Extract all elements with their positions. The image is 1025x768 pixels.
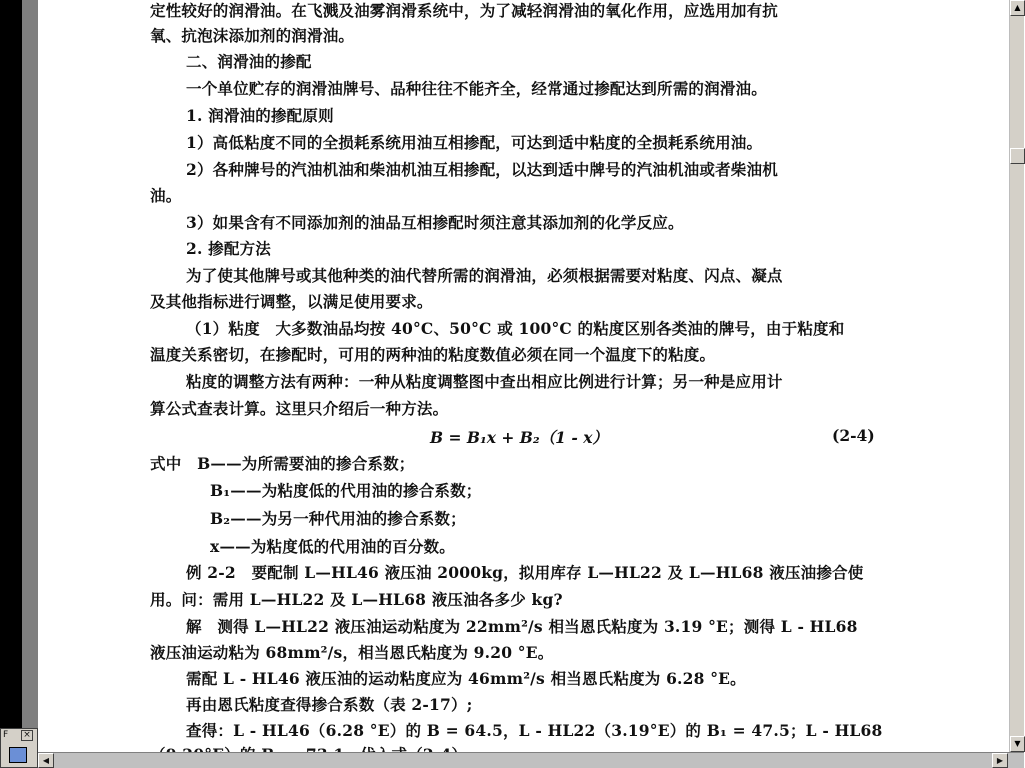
text-line: x——为粘度低的代用油的百分数。 xyxy=(210,537,455,556)
text-line: B₁——为粘度低的代用油的掺合系数； xyxy=(210,481,482,500)
text-line: 粘度的调整方法有两种：一种从粘度调整图中查出相应比例进行计算；另一种是应用计 xyxy=(186,372,783,391)
text-line: 查得：L - HL46（6.28 °E）的 B = 64.5，L - HL22（3.19°E）的 B₁ = 47.5；L - HL68 xyxy=(186,721,883,740)
text-line: 1）高低粘度不同的全损耗系统用油互相掺配，可达到适中粘度的全损耗系统用油。 xyxy=(186,133,763,152)
text-line: 为了使其他牌号或其他种类的油代替所需的润滑油，必须根据需要对粘度、闪点、凝点 xyxy=(186,266,783,285)
text-line: 解 测得 L—HL22 液压油运动粘度为 22mm²/s 相当恩氏粘度为 3.19 °E；测得 L - HL68 xyxy=(186,617,858,636)
text-line: 需配 L - HL46 液压油的运动粘度应为 46mm²/s 相当恩氏粘度为 6.28 °E。 xyxy=(186,669,746,688)
vertical-scrollbar[interactable] xyxy=(1009,0,1024,752)
text-line: 液压油运动粘为 68mm²/s，相当恩氏粘度为 9.20 °E。 xyxy=(150,643,554,662)
text-line: 算公式查表计算。这里只介绍后一种方法。 xyxy=(150,399,449,418)
mini-window-label: F xyxy=(3,730,9,740)
mini-window-close-button[interactable]: × xyxy=(21,730,33,741)
text-line: 一个单位贮存的润滑油牌号、品种往往不能齐全，经常通过掺配达到所需的润滑油。 xyxy=(186,79,767,98)
text-line: 氧、抗泡沫添加剂的润滑油。 xyxy=(150,26,355,45)
formula: B = B₁x + B₂（1 - x） xyxy=(430,428,608,447)
text-line: 温度关系密切，在掺配时，可用的两种油的粘度数值必须在同一个温度下的粘度。 xyxy=(150,345,716,364)
text-line: 3）如果含有不同添加剂的油品互相掺配时须注意其添加剂的化学反应。 xyxy=(186,213,684,232)
text-line: 油。 xyxy=(150,186,182,205)
mini-window[interactable] xyxy=(0,728,38,768)
left-black-strip xyxy=(0,0,22,768)
scroll-right-button[interactable]: ▶ xyxy=(992,753,1008,768)
text-line: 2）各种牌号的汽油机油和柴油机油互相掺配，以达到适中牌号的汽油机油或者柴油机 xyxy=(186,160,778,179)
text-line: 式中 B——为所需要油的掺合系数； xyxy=(150,454,415,473)
mini-window-titlebar xyxy=(1,729,37,743)
subheading: 1. 润滑油的掺配原则 xyxy=(186,106,334,125)
subheading: 2. 掺配方法 xyxy=(186,239,271,258)
app-icon[interactable] xyxy=(9,747,27,763)
text-line: 定性较好的润滑油。在飞溅及油雾润滑系统中，为了减轻润滑油的氧化作用，应选用加有抗 xyxy=(150,1,779,20)
scroll-down-button[interactable]: ▼ xyxy=(1010,736,1025,752)
text-line: 再由恩氏粘度查得掺合系数（表 2-17）; xyxy=(186,695,473,714)
scroll-left-button[interactable]: ◀ xyxy=(38,753,54,768)
left-gray-strip xyxy=(22,0,38,728)
section-heading: 二、润滑油的掺配 xyxy=(186,52,312,71)
example-heading: 例 2-2 要配制 L—HL46 液压油 2000kg，拟用库存 L—HL22 及 L—HL68 液压油掺合使 xyxy=(186,563,864,582)
text-line: （1）粘度 大多数油品均按 40°C、50°C 或 100°C 的粘度区别各类油的牌号，由于粘度和 xyxy=(186,319,845,338)
scroll-up-button[interactable]: ▲ xyxy=(1010,0,1025,16)
horizontal-scrollbar[interactable] xyxy=(38,752,1024,768)
text-line: 用。问：需用 L—HL22 及 L—HL68 液压油各多少 kg? xyxy=(150,590,563,609)
vertical-scroll-thumb[interactable] xyxy=(1010,148,1025,164)
text-line: B₂——为另一种代用油的掺合系数； xyxy=(210,509,466,528)
equation-number: (2-4) xyxy=(832,426,875,445)
document-page xyxy=(38,0,1009,752)
text-line: 及其他指标进行调整，以满足使用要求。 xyxy=(150,292,433,311)
